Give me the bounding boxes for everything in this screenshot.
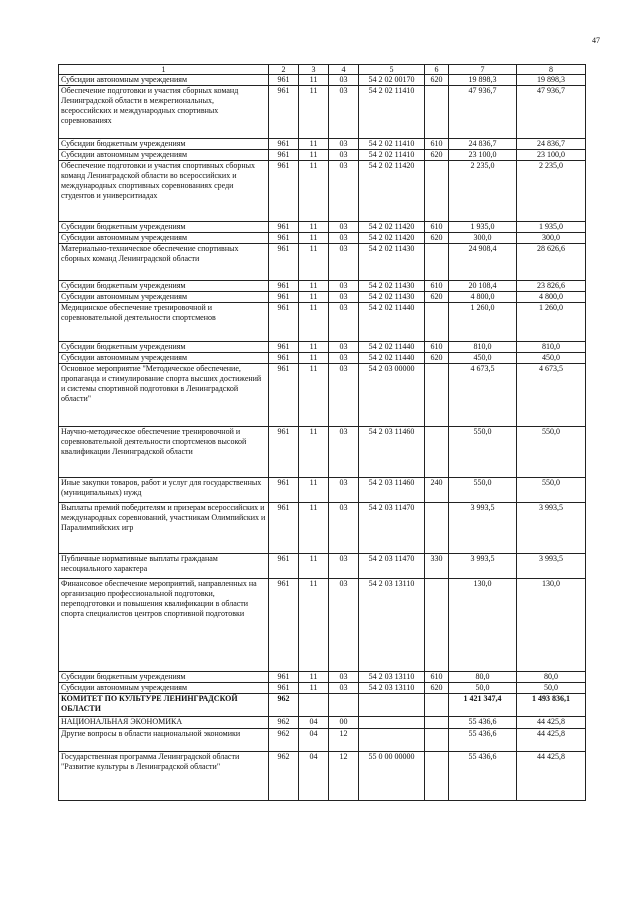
expense-type-code — [425, 303, 449, 342]
amount-col8: 28 626,6 — [517, 244, 586, 281]
table-row — [59, 86, 586, 139]
amount-col7: 19 898,3 — [449, 75, 517, 86]
ministry-code: 962 — [269, 752, 299, 801]
ministry-code: 961 — [269, 161, 299, 222]
row-name: Медицинское обеспечение тренировочной и соревновательной деятельности спортсменов — [59, 303, 269, 342]
amount-col7: 3 993,5 — [449, 503, 517, 554]
row-name: Субсидии автономным учреждениям — [59, 75, 269, 86]
amount-col7: 1 421 347,4 — [449, 694, 517, 717]
column-number: 5 — [359, 65, 425, 75]
subsection-code: 00 — [329, 717, 359, 729]
amount-col7: 55 436,6 — [449, 717, 517, 729]
expense-type-code: 620 — [425, 233, 449, 244]
column-number-row — [59, 65, 586, 75]
section-code: 11 — [299, 353, 329, 364]
row-name: Иные закупки товаров, работ и услуг для государственных (муниципальных) нужд — [59, 478, 269, 503]
ministry-code: 962 — [269, 729, 299, 752]
column-number: 2 — [269, 65, 299, 75]
amount-col7: 47 936,7 — [449, 86, 517, 139]
table-row — [59, 478, 586, 503]
row-name: Обеспечение подготовки и участия спортивных сборных команд Ленинградской области во всероссийских и международных спортивных соревнованиях среди студентов и университиадах — [59, 161, 269, 222]
section-code: 11 — [299, 86, 329, 139]
column-number: 3 — [299, 65, 329, 75]
target-article-code — [359, 717, 425, 729]
column-number: 8 — [517, 65, 586, 75]
amount-col8: 550,0 — [517, 478, 586, 503]
expense-type-code: 330 — [425, 554, 449, 579]
row-name: Субсидии бюджетным учреждениям — [59, 281, 269, 292]
section-code: 11 — [299, 161, 329, 222]
ministry-code: 961 — [269, 233, 299, 244]
subsection-code: 03 — [329, 139, 359, 150]
amount-col8: 23 100,0 — [517, 150, 586, 161]
expense-type-code — [425, 694, 449, 717]
subsection-code: 03 — [329, 554, 359, 579]
row-name: КОМИТЕТ ПО КУЛЬТУРЕ ЛЕНИНГРАДСКОЙ ОБЛАСТИ — [59, 694, 269, 717]
target-article-code: 54 2 02 11410 — [359, 86, 425, 139]
amount-col7: 130,0 — [449, 579, 517, 672]
target-article-code: 54 2 02 11440 — [359, 353, 425, 364]
amount-col8: 4 800,0 — [517, 292, 586, 303]
table-row — [59, 729, 586, 752]
subsection-code: 03 — [329, 233, 359, 244]
amount-col8: 3 993,5 — [517, 503, 586, 554]
amount-col7: 20 108,4 — [449, 281, 517, 292]
subsection-code: 03 — [329, 364, 359, 427]
section-code — [299, 694, 329, 717]
target-article-code: 54 2 03 13110 — [359, 683, 425, 694]
amount-col8: 44 425,8 — [517, 717, 586, 729]
expense-type-code — [425, 161, 449, 222]
section-code: 11 — [299, 683, 329, 694]
amount-col7: 50,0 — [449, 683, 517, 694]
row-name: Субсидии бюджетным учреждениям — [59, 139, 269, 150]
section-code: 11 — [299, 150, 329, 161]
table-row — [59, 503, 586, 554]
row-name: Субсидии автономным учреждениям — [59, 292, 269, 303]
amount-col8: 44 425,8 — [517, 729, 586, 752]
section-code: 11 — [299, 244, 329, 281]
ministry-code: 961 — [269, 503, 299, 554]
table-row — [59, 717, 586, 729]
table-row — [59, 161, 586, 222]
section-code: 11 — [299, 579, 329, 672]
row-name: НАЦИОНАЛЬНАЯ ЭКОНОМИКА — [59, 717, 269, 729]
expense-type-code — [425, 244, 449, 281]
row-name: Публичные нормативные выплаты гражданам несоциального характера — [59, 554, 269, 579]
section-code: 11 — [299, 233, 329, 244]
amount-col7: 23 100,0 — [449, 150, 517, 161]
target-article-code: 54 2 03 11470 — [359, 554, 425, 579]
expense-type-code: 610 — [425, 222, 449, 233]
subsection-code: 03 — [329, 579, 359, 672]
page-number: 47 — [592, 36, 600, 45]
row-name: Субсидии бюджетным учреждениям — [59, 222, 269, 233]
section-code: 11 — [299, 222, 329, 233]
amount-col8: 47 936,7 — [517, 86, 586, 139]
section-code: 11 — [299, 503, 329, 554]
amount-col7: 1 260,0 — [449, 303, 517, 342]
target-article-code: 54 2 02 11430 — [359, 281, 425, 292]
subsection-code: 03 — [329, 353, 359, 364]
subsection-code: 03 — [329, 478, 359, 503]
table-row — [59, 554, 586, 579]
ministry-code: 961 — [269, 672, 299, 683]
amount-col8: 4 673,5 — [517, 364, 586, 427]
table-row — [59, 672, 586, 683]
amount-col7: 24 836,7 — [449, 139, 517, 150]
section-code: 11 — [299, 427, 329, 478]
table-row — [59, 222, 586, 233]
row-name: Субсидии бюджетным учреждениям — [59, 672, 269, 683]
ministry-code: 961 — [269, 75, 299, 86]
expense-type-code — [425, 579, 449, 672]
target-article-code: 54 2 03 11470 — [359, 503, 425, 554]
amount-col8: 3 993,5 — [517, 554, 586, 579]
ministry-code: 961 — [269, 281, 299, 292]
target-article-code — [359, 729, 425, 752]
amount-col8: 80,0 — [517, 672, 586, 683]
table-row — [59, 75, 586, 86]
budget-table — [58, 64, 586, 801]
table-row — [59, 281, 586, 292]
section-code: 11 — [299, 364, 329, 427]
ministry-code: 961 — [269, 342, 299, 353]
expense-type-code: 620 — [425, 683, 449, 694]
amount-col7: 4 673,5 — [449, 364, 517, 427]
row-name: Субсидии автономным учреждениям — [59, 150, 269, 161]
subsection-code: 03 — [329, 161, 359, 222]
table-row — [59, 303, 586, 342]
target-article-code: 54 2 02 11440 — [359, 342, 425, 353]
amount-col7: 450,0 — [449, 353, 517, 364]
expense-type-code: 620 — [425, 292, 449, 303]
amount-col8: 300,0 — [517, 233, 586, 244]
subsection-code: 03 — [329, 86, 359, 139]
target-article-code: 54 2 02 11420 — [359, 222, 425, 233]
amount-col8: 450,0 — [517, 353, 586, 364]
ministry-code: 961 — [269, 303, 299, 342]
amount-col8: 130,0 — [517, 579, 586, 672]
amount-col7: 1 935,0 — [449, 222, 517, 233]
ministry-code: 961 — [269, 353, 299, 364]
amount-col8: 24 836,7 — [517, 139, 586, 150]
amount-col7: 4 800,0 — [449, 292, 517, 303]
ministry-code: 961 — [269, 139, 299, 150]
amount-col7: 55 436,6 — [449, 729, 517, 752]
amount-col7: 2 235,0 — [449, 161, 517, 222]
table-row — [59, 342, 586, 353]
subsection-code: 03 — [329, 292, 359, 303]
row-name: Субсидии автономным учреждениям — [59, 353, 269, 364]
ministry-code: 961 — [269, 150, 299, 161]
amount-col8: 810,0 — [517, 342, 586, 353]
section-code: 11 — [299, 139, 329, 150]
expense-type-code: 620 — [425, 75, 449, 86]
expense-type-code — [425, 752, 449, 801]
subsection-code: 03 — [329, 427, 359, 478]
expense-type-code — [425, 717, 449, 729]
table-row — [59, 292, 586, 303]
column-number: 7 — [449, 65, 517, 75]
table-row — [59, 694, 586, 717]
target-article-code: 54 2 03 13110 — [359, 579, 425, 672]
subsection-code: 12 — [329, 752, 359, 801]
expense-type-code: 610 — [425, 139, 449, 150]
column-number: 1 — [59, 65, 269, 75]
ministry-code: 961 — [269, 86, 299, 139]
subsection-code: 03 — [329, 244, 359, 281]
expense-type-code — [425, 503, 449, 554]
row-name: Субсидии автономным учреждениям — [59, 683, 269, 694]
amount-col8: 44 425,8 — [517, 752, 586, 801]
section-code: 04 — [299, 752, 329, 801]
row-name: Субсидии автономным учреждениям — [59, 233, 269, 244]
amount-col8: 1 260,0 — [517, 303, 586, 342]
ministry-code: 961 — [269, 579, 299, 672]
expense-type-code: 240 — [425, 478, 449, 503]
table-row — [59, 150, 586, 161]
expense-type-code — [425, 86, 449, 139]
amount-col7: 810,0 — [449, 342, 517, 353]
section-code: 11 — [299, 303, 329, 342]
table-row — [59, 353, 586, 364]
table-row — [59, 683, 586, 694]
target-article-code: 54 2 02 11420 — [359, 233, 425, 244]
ministry-code: 961 — [269, 364, 299, 427]
table-row — [59, 427, 586, 478]
table-row — [59, 752, 586, 801]
expense-type-code — [425, 427, 449, 478]
amount-col8: 19 898,3 — [517, 75, 586, 86]
target-article-code: 54 2 02 11430 — [359, 292, 425, 303]
section-code: 11 — [299, 75, 329, 86]
row-name: Государственная программа Ленинградской области "Развитие культуры в Ленинградской области" — [59, 752, 269, 801]
amount-col7: 80,0 — [449, 672, 517, 683]
section-code: 11 — [299, 478, 329, 503]
amount-col7: 300,0 — [449, 233, 517, 244]
row-name: Обеспечение подготовки и участия сборных команд Ленинградской области в межрегиональных, всероссийских и международных спортивных соревнованиях — [59, 86, 269, 139]
section-code: 11 — [299, 292, 329, 303]
amount-col8: 2 235,0 — [517, 161, 586, 222]
ministry-code: 962 — [269, 694, 299, 717]
row-name: Материально-техническое обеспечение спортивных сборных команд Ленинградской области — [59, 244, 269, 281]
target-article-code — [359, 694, 425, 717]
expense-type-code: 610 — [425, 342, 449, 353]
target-article-code: 55 0 00 00000 — [359, 752, 425, 801]
amount-col7: 24 908,4 — [449, 244, 517, 281]
expense-type-code: 620 — [425, 150, 449, 161]
column-number: 6 — [425, 65, 449, 75]
target-article-code: 54 2 02 11410 — [359, 150, 425, 161]
expense-type-code: 610 — [425, 281, 449, 292]
section-code: 11 — [299, 554, 329, 579]
column-number: 4 — [329, 65, 359, 75]
subsection-code: 12 — [329, 729, 359, 752]
expense-type-code — [425, 729, 449, 752]
ministry-code: 961 — [269, 554, 299, 579]
row-name: Основное мероприятие "Методическое обеспечение, пропаганда и стимулирование спорта высших достижений и системы спортивной подготовки в Ленинградской области" — [59, 364, 269, 427]
subsection-code: 03 — [329, 303, 359, 342]
table-row — [59, 244, 586, 281]
target-article-code: 54 2 03 13110 — [359, 672, 425, 683]
target-article-code: 54 2 03 11460 — [359, 478, 425, 503]
expense-type-code — [425, 364, 449, 427]
amount-col8: 550,0 — [517, 427, 586, 478]
expense-type-code: 610 — [425, 672, 449, 683]
expense-type-code: 620 — [425, 353, 449, 364]
table-row — [59, 579, 586, 672]
ministry-code: 962 — [269, 717, 299, 729]
amount-col8: 1 935,0 — [517, 222, 586, 233]
ministry-code: 961 — [269, 683, 299, 694]
subsection-code: 03 — [329, 222, 359, 233]
ministry-code: 961 — [269, 427, 299, 478]
subsection-code: 03 — [329, 342, 359, 353]
target-article-code: 54 2 02 11420 — [359, 161, 425, 222]
amount-col7: 3 993,5 — [449, 554, 517, 579]
amount-col8: 1 493 836,1 — [517, 694, 586, 717]
row-name: Выплаты премий победителям и призерам всероссийских и международных соревнований, участникам Олимпийских и Паралимпийских игр — [59, 503, 269, 554]
amount-col8: 50,0 — [517, 683, 586, 694]
table-row — [59, 364, 586, 427]
subsection-code: 03 — [329, 75, 359, 86]
table-row — [59, 233, 586, 244]
target-article-code: 54 2 02 11440 — [359, 303, 425, 342]
subsection-code: 03 — [329, 672, 359, 683]
ministry-code: 961 — [269, 244, 299, 281]
target-article-code: 54 2 03 11460 — [359, 427, 425, 478]
section-code: 11 — [299, 342, 329, 353]
row-name: Субсидии бюджетным учреждениям — [59, 342, 269, 353]
section-code: 04 — [299, 717, 329, 729]
subsection-code: 03 — [329, 503, 359, 554]
target-article-code: 54 2 02 00170 — [359, 75, 425, 86]
row-name: Финансовое обеспечение мероприятий, направленных на организацию профессиональной подготовки, переподготовки и повышения квалификации в области спорта специалистов центров спортивной подготовки — [59, 579, 269, 672]
ministry-code: 961 — [269, 222, 299, 233]
subsection-code: 03 — [329, 683, 359, 694]
subsection-code: 03 — [329, 281, 359, 292]
target-article-code: 54 2 02 11410 — [359, 139, 425, 150]
section-code: 11 — [299, 672, 329, 683]
section-code: 11 — [299, 281, 329, 292]
row-name: Научно-методическое обеспечение тренировочной и соревновательной деятельности спортсменов высокой квалификации Ленинградской области — [59, 427, 269, 478]
row-name: Другие вопросы в области национальной экономики — [59, 729, 269, 752]
table-row — [59, 139, 586, 150]
subsection-code — [329, 694, 359, 717]
target-article-code: 54 2 02 11430 — [359, 244, 425, 281]
amount-col7: 55 436,6 — [449, 752, 517, 801]
amount-col7: 550,0 — [449, 478, 517, 503]
amount-col8: 23 826,6 — [517, 281, 586, 292]
target-article-code: 54 2 03 00000 — [359, 364, 425, 427]
ministry-code: 961 — [269, 292, 299, 303]
ministry-code: 961 — [269, 478, 299, 503]
section-code: 04 — [299, 729, 329, 752]
subsection-code: 03 — [329, 150, 359, 161]
amount-col7: 550,0 — [449, 427, 517, 478]
